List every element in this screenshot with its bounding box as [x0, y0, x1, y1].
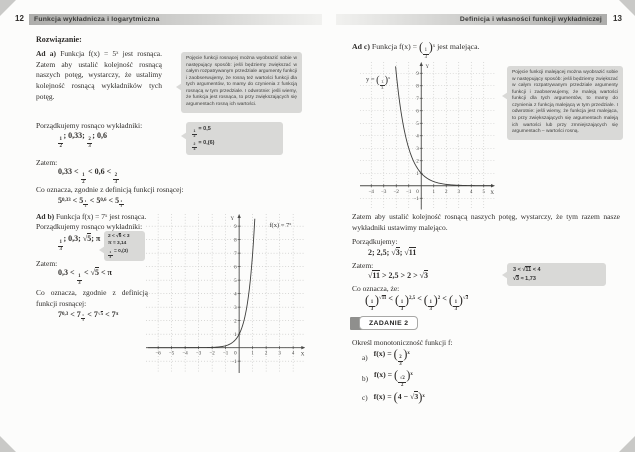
paragraph-ad-a: Ad a) Funkcja f(x) = 5x jest rosnąca. Zatem aby ustalić kolejność rosnącą naszych potęg, wystarczy, że ustalimy kolejność rosnącą wykładników tych potęg.	[36, 49, 162, 101]
paragraph-order: Zatem aby ustalić kolejność rosnącą naszych potęg, wystarczy, że tym razem nasze wykładniki ustawimy malejąco.	[352, 212, 620, 232]
means-label-c: Co oznacza, że:	[352, 284, 400, 293]
svg-text:−1: −1	[231, 359, 237, 365]
solution-heading: Rozwiązanie:	[36, 35, 82, 44]
svg-text:8: 8	[416, 84, 419, 90]
task-badge-label: ZADANIE 2	[359, 316, 418, 330]
paragraph-ad-c: Ad c) Funkcja f(x) = ( $\frac{1}{3}$ )x jest malejąca.	[352, 40, 480, 60]
powers-c: ( $\frac{1}{3}$ )√11 < ( $\frac{1}{3}$ )2,5 < ( $\frac{1}{3}$ )2 < ( $\frac{1}{3}$ )√3	[365, 292, 469, 313]
hint-line: π ≈ 3,14	[108, 241, 127, 247]
task-item-label: a)	[362, 354, 368, 363]
svg-text:−4: −4	[182, 351, 188, 357]
svg-text:1: 1	[234, 332, 237, 338]
zatem-label-a: Zatem:	[36, 158, 58, 167]
svg-text:3: 3	[416, 147, 419, 153]
graph-one-third-to-x-label: y = ( $\frac{1}{3}$ )x	[366, 75, 391, 90]
svg-text:0: 0	[416, 189, 419, 195]
svg-text:−5: −5	[168, 351, 175, 357]
task-item-formula: f(x) = ( $\frac{2}{3}$ )x	[373, 347, 410, 367]
chapter-header-left: Funkcja wykładnicza i logarytmiczna	[29, 14, 322, 25]
svg-text:9: 9	[234, 224, 237, 230]
svg-text:−6: −6	[155, 351, 161, 357]
svg-text:5: 5	[416, 122, 419, 128]
svg-text:−4: −4	[368, 189, 374, 195]
note-decreasing-text: Pojęcie funkcji malejącej można wyobrazić sobie w następujący sposób: jeśli będziemy zwiększać w całym rozpatrywanym przedziale argumenty funkcji i zaobserwujemy, że maleją wartości funkcji dla tych argumentów, to mamy do czynienia z funkcją malejącą w tym przedziale. I odwrotnie: jeśli wiemy, że funkcja jest malejąca, to przy zwiększających się argumentach maleją ich wartości lub przy zmniejszających się argumentach – wartości rosną.	[512, 70, 618, 135]
svg-text:2: 2	[234, 319, 237, 325]
task-item-label: b)	[362, 375, 368, 384]
note-arrow	[502, 92, 508, 100]
hint-arrow	[181, 132, 187, 140]
page-number-left: 12	[15, 14, 24, 23]
hint-line: $\frac{1}{2}$ = 0,5	[193, 126, 211, 138]
means-label-a: Co oznacza, zgodnie z definicją funkcji rosnącej:	[36, 185, 184, 194]
hint-line: $\frac{1}{3}$ = 0,(3)	[109, 248, 128, 259]
photo-corner	[0, 436, 16, 452]
sequence-c: 2; 2,5; √3; √11	[368, 248, 417, 257]
hint-arrow	[99, 246, 105, 254]
hint-arrow	[502, 271, 508, 279]
svg-text:Y: Y	[425, 65, 430, 70]
hint-line: 3 < √11 < 4	[513, 267, 541, 273]
powers-b: 70,3 < 7 $\frac{1}{3}$ < 7√5 < 7π	[58, 310, 119, 322]
graph-7-to-x-plot	[146, 214, 305, 373]
svg-text:3: 3	[234, 305, 237, 311]
svg-text:7: 7	[416, 97, 419, 103]
svg-text:4: 4	[470, 189, 473, 195]
hint-line: √3 ≈ 1,73	[513, 275, 536, 282]
svg-text:4: 4	[234, 292, 237, 298]
svg-text:X: X	[300, 352, 305, 358]
inequality-b: 0,3 < $\frac{1}{3}$ < √5 < π	[58, 268, 112, 287]
svg-text:2: 2	[264, 351, 268, 357]
note-decreasing-function	[507, 66, 623, 140]
chapter-header-right: Definicja i własności funkcji wykładniczej	[336, 14, 607, 25]
hint-line: $\frac{2}{3}$ = 0,(6)	[193, 139, 215, 152]
svg-text:−3: −3	[381, 189, 387, 195]
graph-one-third-to-x	[360, 62, 495, 210]
sequence-b: $\frac{1}{3}$ ; 0,3; √5; π	[59, 234, 101, 253]
svg-text:1: 1	[416, 172, 419, 178]
graph-7-to-x-label: f(x) = 7x	[269, 221, 292, 229]
svg-text:4: 4	[291, 351, 295, 357]
svg-text:−2: −2	[209, 351, 215, 357]
hint-box-a	[186, 122, 283, 155]
svg-text:5: 5	[234, 278, 237, 284]
order-label-c: Porządkujemy:	[352, 237, 398, 246]
means-label-b: Co oznacza, zgodnie z definicją funkcji rosnącej:	[36, 288, 148, 308]
inequality-a: 0,33 < $\frac{1}{2}$ < 0,6 < $\frac{2}{3}$	[58, 167, 118, 186]
svg-text:−2: −2	[393, 189, 399, 195]
task-item-b	[362, 370, 413, 389]
sequence-a: $\frac{1}{2}$ ; 0,33; $\frac{2}{3}$ ; 0,6	[59, 131, 107, 150]
svg-text:4: 4	[416, 134, 419, 140]
svg-text:3: 3	[278, 351, 281, 357]
task-intro: Określ monotoniczność funkcji f:	[352, 338, 453, 347]
svg-text:8: 8	[234, 238, 237, 244]
task-item-a	[362, 349, 410, 368]
svg-text:1: 1	[432, 189, 435, 195]
task-item-c	[362, 392, 425, 404]
svg-text:−1: −1	[413, 197, 419, 203]
hint-line: 2 < √5 < 3	[108, 234, 130, 239]
svg-text:7: 7	[234, 251, 237, 257]
inequality-c: √11 > 2,5 > 2 > √3	[368, 271, 429, 280]
svg-text:−1: −1	[222, 351, 229, 357]
svg-text:2: 2	[416, 159, 419, 165]
svg-text:1: 1	[251, 351, 254, 357]
task-item-formula: f(x) = ( $\frac{√2}{2}$ )x	[374, 368, 413, 388]
svg-text:0: 0	[234, 351, 237, 357]
graph-7-to-x	[146, 214, 305, 373]
photo-corner	[619, 436, 635, 452]
photo-corner	[0, 0, 16, 16]
hint-box-b	[104, 231, 145, 261]
order-label-b: Porządkujemy rosnąco wykładniki:	[36, 222, 143, 231]
note-increasing-text: Pojęcie funkcji rosnącej można wyobrazić sobie w następujący sposób: jeśli będziemy zwiększać w całym rozpatrywanym przedziale argumenty funkcji i zaobserwujemy, że rosną też wartości funkcji dla tych argumentów, to mamy do czynienia z funkcją rosnącą w tym przedziale. I odwrotnie: jeśli wiemy, że funkcja jest rosnąca, to przy zwiększających się argumentach rosną ich wartości.	[186, 56, 297, 107]
svg-text:5: 5	[482, 189, 485, 195]
paragraph-ad-b: Ad b) Funkcja f(x) = 7x jest rosnąca.	[36, 212, 147, 221]
note-increasing-function	[181, 52, 302, 113]
svg-text:Y: Y	[230, 216, 235, 222]
svg-text:−1: −1	[406, 189, 412, 195]
svg-text:6: 6	[416, 109, 419, 115]
svg-text:2: 2	[445, 189, 448, 195]
svg-text:6: 6	[234, 265, 237, 271]
powers-a: 50,33 < 5 $\frac{1}{2}$ < 50,6 < 5 $\frac{2}{3}$	[58, 196, 123, 208]
page-number-right: 13	[613, 14, 622, 23]
svg-text:9: 9	[416, 72, 419, 78]
note-arrow	[176, 83, 182, 91]
task-item-formula: f(x) = (4 − √3)x	[373, 390, 425, 405]
svg-text:3: 3	[457, 189, 460, 195]
task-item-label: c)	[362, 393, 368, 402]
order-label-a: Porządkujemy rosnąco wykładniki:	[36, 121, 143, 130]
svg-text:X: X	[490, 190, 494, 196]
task-badge	[350, 316, 418, 330]
svg-text:−3: −3	[195, 351, 202, 357]
zatem-label-c: Zatem:	[352, 261, 374, 270]
zatem-label-b: Zatem:	[36, 259, 58, 268]
hint-box-c	[507, 263, 606, 286]
